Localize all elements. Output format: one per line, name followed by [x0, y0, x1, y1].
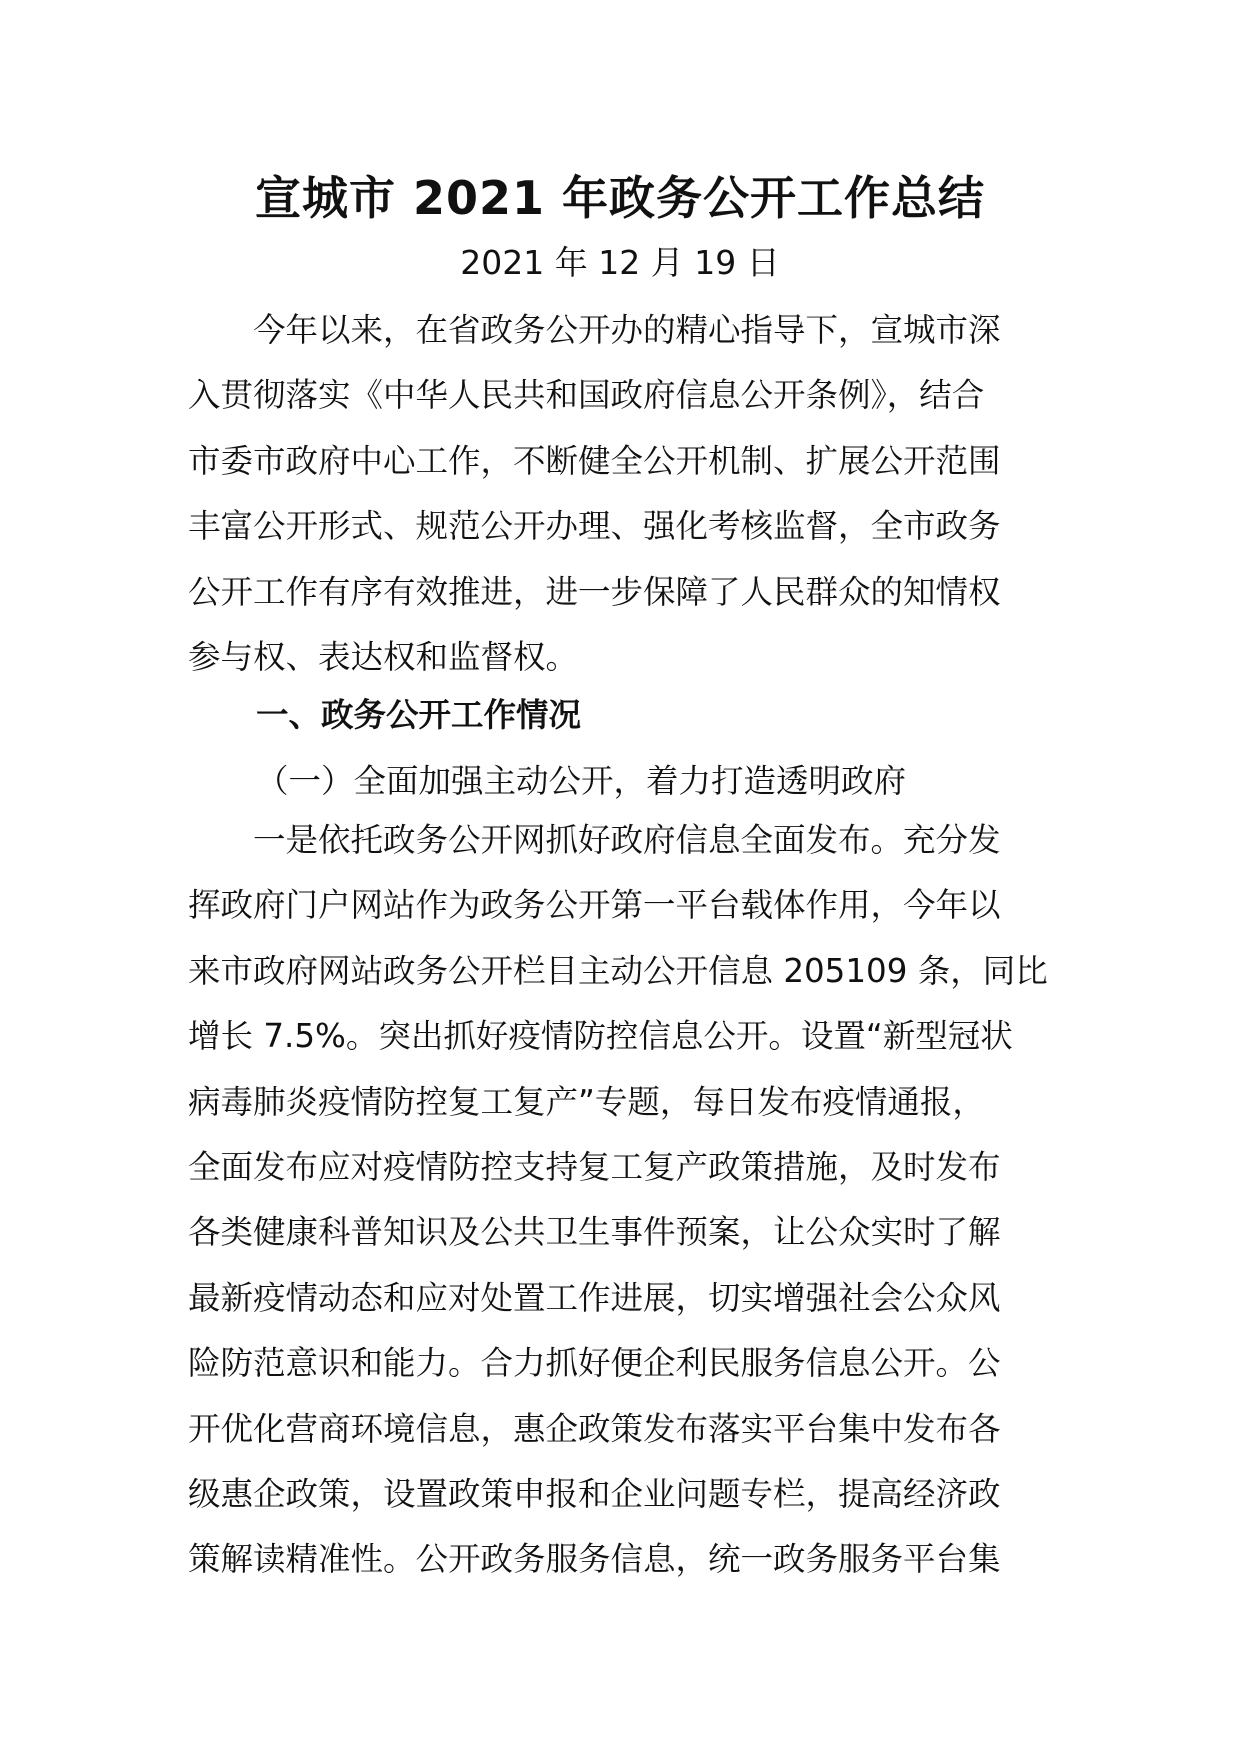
text-line: 公开工作有序有效推进，进一步保障了人民群众的知情权: [188, 572, 1001, 611]
text-line: 最新疫情动态和应对处置工作进展，切实增强社会公众风: [188, 1278, 1001, 1317]
document-date: 2021 年 12 月 19 日: [460, 243, 780, 282]
text-line: 市委市政府中心工作，不断健全公开机制、扩展公开范围: [188, 441, 1001, 480]
text-line: 丰富公开形式、规范公开办理、强化考核监督，全市政务: [188, 507, 1001, 546]
text-line: 挥政府门户网站作为政务公开第一平台载体作用，今年以: [188, 886, 1001, 925]
document-title: 宣城市 2021 年政务公开工作总结: [254, 171, 986, 225]
text-line: 参与权、表达权和监督权。: [188, 637, 579, 676]
text-line: 各类健康科普知识及公共卫生事件预案，让公众实时了解: [188, 1213, 1001, 1252]
text-line: 来市政府网站政务公开栏目主动公开信息 205109 条，同比: [188, 951, 1048, 990]
text-line: 险防范意识和能力。合力抓好便企利民服务信息公开。公: [188, 1344, 1001, 1383]
text-line: 策解读精准性。公开政务服务信息，统一政务服务平台集: [188, 1540, 1001, 1579]
paragraph-intro: [188, 298, 1068, 690]
text-line: 入贯彻落实《中华人民共和国政府信息公开条例》，结合: [188, 376, 985, 415]
text-line: 全面发布应对疫情防控支持复工复产政策措施，及时发布: [188, 1147, 1001, 1186]
paragraph-body: [188, 808, 1068, 1593]
text-line: 开优化营商环境信息，惠企政策发布落实平台集中发布各: [188, 1409, 1001, 1448]
text-line: 病毒肺炎疫情防控复工复产”专题，每日发布疫情通报，: [188, 1082, 985, 1121]
text-line: 级惠企政策，设置政策申报和企业问题专栏，提高经济政: [188, 1474, 1001, 1513]
section-heading: 一、政务公开工作情况: [256, 696, 582, 734]
text-line: 今年以来，在省政务公开办的精心指导下，宣城市深: [188, 311, 1001, 349]
text-line: 增长 7.5%。突出抓好疫情防控信息公开。设置“新型冠状: [188, 1017, 1013, 1056]
subsection-heading: （一）全面加强主动公开，着力打造透明政府: [256, 762, 907, 800]
text-line: 一是依托政务公开网抓好政府信息全面发布。充分发: [188, 821, 1001, 859]
